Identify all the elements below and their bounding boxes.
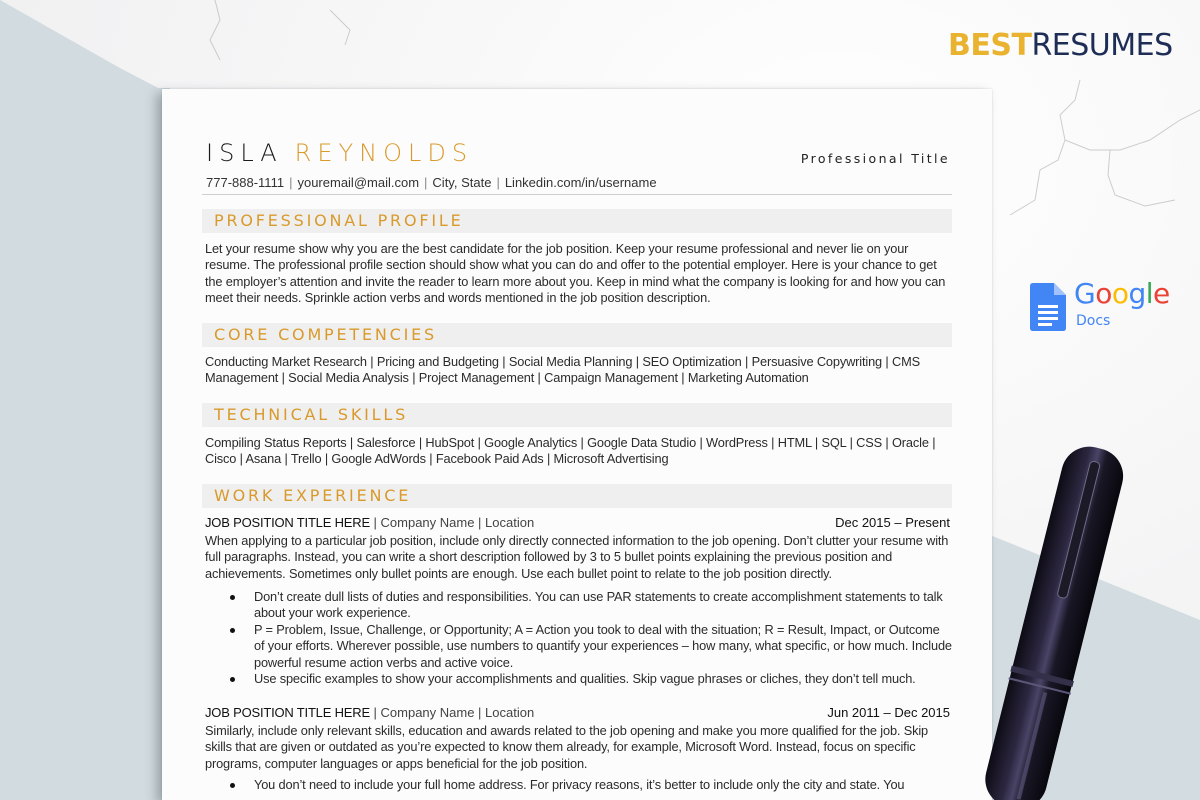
section-heading-competencies: CORE COMPETENCIES: [202, 323, 952, 347]
job-company-location: | Company Name | Location: [369, 705, 535, 720]
logo-best: BEST: [948, 28, 1032, 63]
docs-label: Docs: [1076, 313, 1111, 329]
job-title: JOB POSITION TITLE HERE: [205, 705, 370, 720]
separator: |: [496, 175, 500, 190]
google-letter: l: [1145, 277, 1154, 310]
job-dates: Jun 2011 – Dec 2015: [827, 705, 950, 720]
job-description: Similarly, include only relevant skills, education and awards related to the job opening and make you more qualified for the job. Skip skills that are given or outdated as you’re expected to know them already, for example, Microsoft Word. Instead, focus on specific programs, computer languages or apps beneficial for the job position.: [205, 723, 929, 771]
bullet-item: Don’t create dull lists of duties and responsibilities. You can use PAR statements to create accomplishment statements to talk about your work experience.: [230, 589, 952, 622]
contact-email: youremail@mail.com: [297, 175, 420, 190]
job-description: When applying to a particular job position, include only directly connected information to the job opening. Don’t clutter your resume with full paragraphs. Instead, you can write a short description followed by 3 to 5 bullet points explaining the previous position and achievements. Sometimes only bullet points are enough. Use each bullet point to relate to the job position directly.: [205, 533, 949, 581]
bullet-item: You don’t need to include your full home address. For privacy reasons, it’s better to include only the city and state. You: [230, 777, 952, 793]
profile-text: Let your resume show why you are the best candidate for the job position. Keep your resume professional and never lie on your resume. The professional profile section should show what you can do and offer to the potential employer. Here is your chance to get the employer’s attention and invite the reader to learn more about you. Keep in mind what the company is looking for and how you can meet their needs. Sprinkle action verbs and words mentioned in the job position description.: [205, 241, 946, 306]
contact-phone: 777-888-1111: [206, 175, 285, 190]
bullet-item: Use specific examples to show your accomplishments and qualities. Skip vague phrases or cliches, they don’t tell much.: [230, 671, 952, 687]
technical-text: Compiling Status Reports | Salesforce | HubSpot | Google Analytics | Google Data Studio | WordPress | HTML | SQL | CSS | Oracle | Cisco | Asana | Trello | Google AdWords | Facebook Paid Ads | Microsoft Advertising: [205, 435, 936, 467]
google-letter: o: [1095, 277, 1112, 310]
last-name: REYNOLDS: [294, 139, 474, 167]
professional-title: Professional Title: [800, 151, 950, 166]
section-heading-technical: TECHNICAL SKILLS: [202, 403, 952, 427]
google-letter: o: [1111, 277, 1129, 310]
separator: |: [424, 175, 428, 190]
competencies-text: Conducting Market Research | Pricing and Budgeting | Social Media Planning | SEO Optimization | Persuasive Copywriting | CMS Management | Social Media Analysis | Project Management | Campaign Management | Marketing Automation: [205, 354, 920, 386]
bullet-item: P = Problem, Issue, Challenge, or Opportunity; A = Action you took to deal with the situation; R = Result, Impact, or Outcome of your efforts. Wherever possible, use numbers to quantify your experiences – how many, what specific, or how much. Include powerful resume action verbs and active voice.: [230, 622, 952, 671]
section-heading-experience: WORK EXPERIENCE: [202, 484, 952, 508]
contact-linkedin: Linkedin.com/in/username: [504, 175, 657, 190]
google-letter: G: [1074, 277, 1096, 310]
job-company-location: | Company Name | Location: [369, 515, 535, 530]
logo-resumes: RESUMES: [1031, 28, 1173, 63]
job-title: JOB POSITION TITLE HERE: [205, 515, 370, 530]
first-name: ISLA: [206, 139, 283, 167]
pen-body: [979, 441, 1129, 800]
separator: |: [289, 175, 293, 190]
contact-location: City, State: [432, 175, 492, 190]
google-letter: g: [1128, 277, 1146, 310]
job-dates: Dec 2015 – Present: [835, 515, 950, 530]
section-heading-profile: PROFESSIONAL PROFILE: [202, 209, 952, 233]
google-letter: e: [1153, 277, 1170, 310]
